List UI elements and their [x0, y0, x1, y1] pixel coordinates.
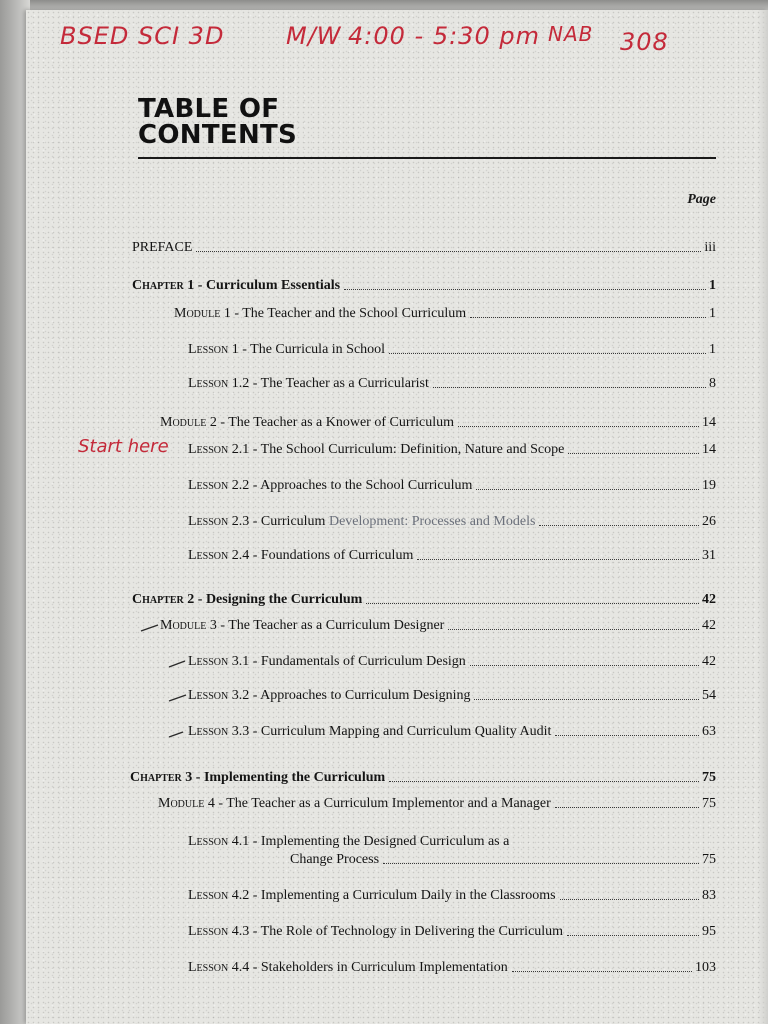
toc-entry-page: 19 [702, 478, 716, 493]
toc-entry-prefix: Lesson 2.3 [188, 514, 250, 529]
toc-entry-lesson-2-2 [188, 474, 716, 494]
dot-leader [389, 781, 699, 782]
toc-entry-page: 14 [702, 442, 716, 457]
toc-entry-label: - Fundamentals of Curriculum Design [249, 654, 466, 669]
toc-entry-lesson-1-2 [188, 372, 716, 392]
toc-entry-prefix: Lesson 4.2 [188, 888, 250, 903]
toc-entry-lesson-2-4 [188, 544, 716, 564]
toc-entry-prefix: Lesson 4.1 [188, 834, 250, 849]
toc-entry-page: 63 [702, 724, 716, 739]
toc-entry-label: - Curriculum Mapping and Curriculum Quality Audit [249, 724, 552, 739]
toc-entry-label: - The Teacher and the School Curriculum [230, 306, 467, 321]
toc-entry-label: - The Teacher as a Curricularist [249, 376, 429, 391]
toc-entry-lesson-3-2 [188, 684, 716, 704]
toc-entry-label: - Implementing a Curriculum Daily in the Classrooms [249, 888, 556, 903]
dot-leader [539, 525, 699, 526]
toc-entry-label: - The Teacher as a Curriculum Implementor and a Manager [214, 796, 551, 811]
dot-leader [470, 317, 706, 318]
toc-entry-prefix: Module 3 [160, 618, 217, 633]
toc-entry-prefix: Module 4 [158, 796, 215, 811]
toc-entry-prefix: Chapter 1 [132, 278, 195, 293]
dot-leader [366, 603, 699, 604]
toc-entry-label: - Foundations of Curriculum [249, 548, 414, 563]
toc-entry-prefix: Lesson 2.2 [188, 478, 250, 493]
toc-entry-page: 54 [702, 688, 716, 703]
handwritten-time: 4:00 - 5:30 pm [348, 22, 540, 50]
dot-leader [560, 899, 699, 900]
toc-entry-page: 75 [702, 796, 716, 811]
check-mark-icon [168, 730, 188, 738]
toc-entry-prefix: Lesson 1 [188, 342, 239, 357]
toc-entry-prefix: Lesson 2.4 [188, 548, 250, 563]
check-mark-icon [168, 660, 188, 668]
toc-entry-prefix: Lesson 3.2 [188, 688, 250, 703]
page-column-header: Page [687, 192, 716, 207]
dot-leader [196, 251, 701, 252]
toc-entry-label: - The Role of Technology in Delivering the Curriculum [249, 924, 564, 939]
toc-entry-lesson-2-3 [188, 510, 716, 530]
toc-entry-label: - The Teacher as a Knower of Curriculum [216, 415, 455, 430]
toc-entry-page: 42 [702, 654, 716, 669]
toc-entry-lesson-4-3 [188, 920, 716, 940]
toc-entry-page: 31 [702, 548, 716, 563]
toc-entry-label: - The Curricula in School [238, 342, 386, 357]
toc-entry-page: iii [704, 240, 716, 255]
toc-entry-page: 1 [709, 306, 716, 321]
toc-entry-page: 42 [702, 592, 716, 607]
toc-entry-lesson-3-3 [188, 720, 716, 740]
handwritten-room-label: NAB [548, 22, 594, 46]
toc-entry-prefix: Lesson 4.3 [188, 924, 250, 939]
toc-entry-label: - Implementing the Curriculum [192, 770, 386, 785]
toc-entry-chapter-2 [132, 588, 716, 608]
dot-leader [433, 387, 706, 388]
toc-entry-label: - Designing the Curriculum [194, 592, 363, 607]
toc-entry-module-1 [174, 302, 716, 322]
dot-leader [448, 629, 699, 630]
dot-leader [458, 426, 699, 427]
title-divider [138, 157, 716, 159]
toc-entry-page: 75 [702, 770, 716, 785]
dot-leader [470, 665, 699, 666]
scan-right-edge [758, 10, 768, 1024]
toc-entry-lesson-4-1-continued [290, 848, 716, 868]
handwritten-days: M/W [286, 22, 342, 50]
toc-entry-label: - Approaches to Curriculum Designing [249, 688, 471, 703]
toc-entry-page: 26 [702, 514, 716, 529]
toc-entry-module-4 [158, 792, 716, 812]
toc-entry-prefix: Module 1 [174, 306, 231, 321]
toc-entry-label: - Stakeholders in Curriculum Implementation [249, 960, 508, 975]
toc-entry-label: - The School Curriculum: Definition, Nature and Scope [249, 442, 565, 457]
page-title-line2: CONTENTS [138, 120, 298, 150]
dot-leader [383, 863, 699, 864]
dot-leader [389, 353, 706, 354]
handwritten-margin-note: Start here [78, 436, 169, 457]
dot-leader [512, 971, 692, 972]
toc-entry-chapter-1 [132, 274, 716, 294]
toc-entry-prefix: Lesson 4.4 [188, 960, 250, 975]
toc-entry-label: Change Process [290, 852, 380, 867]
dot-leader [474, 699, 699, 700]
toc-entry-label: - Approaches to the School Curriculum [249, 478, 473, 493]
toc-entry-lesson-3-1 [188, 650, 716, 670]
toc-entry-label: - Curriculum [249, 514, 329, 529]
page-title [138, 96, 538, 148]
toc-entry-lesson-1 [188, 338, 716, 358]
handwritten-room-number: 308 [620, 28, 669, 56]
toc-entry-page: 1 [709, 342, 716, 357]
toc-entry-lesson-2-1 [188, 438, 716, 458]
toc-entry-page: 95 [702, 924, 716, 939]
handwritten-header [0, 18, 768, 58]
toc-entry-lesson-4-4 [188, 956, 716, 976]
toc-entry-label: - Curriculum Essentials [194, 278, 341, 293]
toc-entry-page: 83 [702, 888, 716, 903]
dot-leader [476, 489, 699, 490]
check-mark-icon [168, 694, 188, 702]
dot-leader [568, 453, 699, 454]
toc-entry-label: - The Teacher as a Curriculum Designer [216, 618, 445, 633]
toc-entry-preface [132, 236, 716, 256]
handwritten-course: BSED SCI 3D [60, 22, 225, 50]
dot-leader [344, 289, 706, 290]
toc-entry-page: 1 [709, 278, 716, 293]
page-title-line1: TABLE OF [138, 94, 280, 124]
toc-entry-chapter-3 [130, 766, 716, 786]
check-mark-icon [140, 624, 160, 632]
toc-entry-label: PREFACE [132, 240, 193, 255]
dot-leader [555, 735, 699, 736]
toc-entry-prefix: Lesson 2.1 [188, 442, 250, 457]
toc-entry-prefix: Module 2 [160, 415, 217, 430]
toc-entry-prefix: Lesson 3.1 [188, 654, 250, 669]
toc-entry-page: 14 [702, 415, 716, 430]
toc-entry-page: 42 [702, 618, 716, 633]
toc-entry-lesson-4-1 [188, 830, 509, 850]
toc-entry-prefix: Lesson 3.3 [188, 724, 250, 739]
toc-entry-prefix: Chapter 3 [130, 770, 193, 785]
toc-entry-label: - Implementing the Designed Curriculum as a [249, 834, 510, 849]
toc-entry-prefix: Chapter 2 [132, 592, 195, 607]
dot-leader [567, 935, 699, 936]
toc-entry-module-2 [160, 411, 716, 431]
toc-entry-module-3 [160, 614, 716, 634]
toc-entry-prefix: Lesson 1.2 [188, 376, 250, 391]
dot-leader [417, 559, 699, 560]
toc-entry-page: 75 [702, 852, 716, 867]
toc-entry-lesson-4-2 [188, 884, 716, 904]
toc-entry-label-faded: Development: Processes and Models [328, 514, 536, 529]
dot-leader [555, 807, 699, 808]
toc-entry-page: 8 [709, 376, 716, 391]
toc-entry-page: 103 [695, 960, 716, 975]
